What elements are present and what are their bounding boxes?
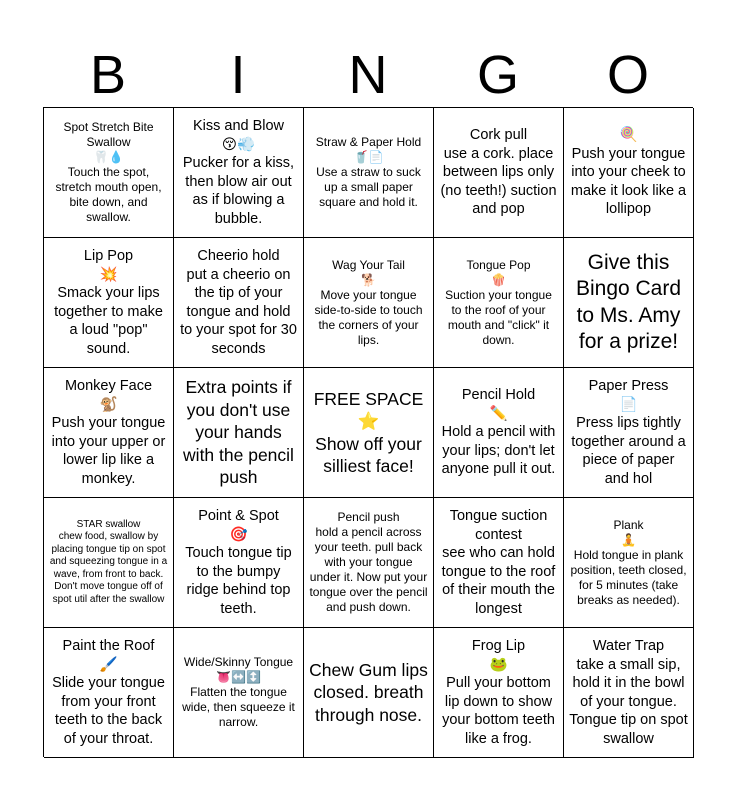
cell-description: Hold tongue in plank position, teeth closed, for 5 minutes (take breaks as needed). (570, 547, 687, 607)
cell-title: Cheerio hold (197, 248, 280, 264)
header-letter-n: N (348, 45, 388, 105)
bingo-cell (564, 108, 694, 238)
cell-description: Slide your tongue from your front teeth to the back of your throat. (52, 675, 165, 747)
cell-emoji-icon: 🧘 (621, 532, 636, 547)
bingo-cell (174, 368, 304, 498)
bingo-cell (304, 238, 434, 368)
bingo-cell (44, 628, 174, 758)
cell-emoji-icon: 📄 (619, 396, 638, 413)
cell-title: Pencil Hold (461, 387, 536, 404)
bingo-cell (304, 368, 434, 498)
cell-emoji-icon: 🦷💧 (93, 150, 124, 164)
cell-description: chew food, swallow by placing tongue tip on spot and squeezing tongue in a wave, from front to back. Don't move tongue off of spot util after the swallow (49, 531, 168, 605)
cell-description: use a cork. place between lips only (no teeth!) suction and pop (440, 145, 557, 218)
header-letter-b: B (89, 45, 127, 105)
cell-title: Lip Pop (83, 248, 134, 264)
cell-description: see who can hold tongue to the roof of their mouth the longest (441, 545, 556, 617)
bingo-grid (43, 107, 693, 757)
cell-emoji-icon: 🐕 (361, 272, 376, 287)
cell-title: Plank (613, 517, 644, 532)
cell-emoji-icon: 🎯 (229, 526, 248, 543)
cell-description: Push your tongue into your cheek to make it look like a lollipop (570, 145, 687, 218)
cell-description: hold a pencil across your teeth. pull back with your tongue under it. Now put your tongue over the pencil and push down. (309, 525, 428, 614)
cell-title: Kiss and Blow (192, 118, 285, 134)
cell-description: Pull your bottom lip down to show your bottom teeth like a frog. (442, 675, 555, 747)
cell-description: Smack your lips together to make a loud "pop" sound. (54, 285, 163, 357)
cell-title: Paper Press (588, 378, 669, 394)
header-letter-o: O (606, 45, 649, 105)
bingo-cell (44, 498, 174, 628)
cell-title: FREE SPACE (313, 388, 424, 409)
cell-description: Suction your tongue to the roof of your mouth and "click" it down. (445, 287, 552, 347)
cell-title: Tongue Pop (466, 257, 531, 272)
cell-title: Frog Lip (471, 638, 526, 654)
bingo-cell (434, 628, 564, 758)
cell-title: Wag Your Tail (332, 257, 405, 272)
cell-description: Hold a pencil with your lips; don't let anyone pull it out. (441, 424, 556, 478)
bingo-cell (174, 108, 304, 238)
cell-emoji-icon: 👅↔️↕️ (216, 670, 261, 684)
cell-emoji-icon: 😚💨 (221, 136, 256, 153)
cell-emoji-icon: 🍿 (491, 272, 506, 287)
bingo-cell (304, 628, 434, 758)
cell-emoji-icon: 🍭 (619, 127, 638, 144)
cell-title: Straw & Paper Hold (315, 135, 422, 149)
cell-description: take a small sip, hold it in the bowl of your tongue. Tongue tip on spot swallow (569, 656, 688, 747)
bingo-cell (434, 368, 564, 498)
bingo-cell (44, 238, 174, 368)
cell-description: Use a straw to suck up a small paper square and hold it. (316, 165, 421, 209)
bingo-cell (174, 238, 304, 368)
cell-title: Cork pull (469, 127, 528, 144)
cell-description: Move your tongue side-to-side to touch the corners of your lips. (314, 287, 423, 347)
cell-emoji-icon: 🥤📄 (353, 150, 384, 164)
cell-title: Tongue suction contest (449, 508, 548, 543)
cell-description: Touch tongue tip to the bumpy ridge behind top teeth. (185, 545, 292, 617)
cell-description: Press lips tightly together around a piece of paper and hol (571, 415, 686, 487)
cell-emoji-icon: ⭐ (357, 411, 380, 431)
cell-description: Extra points if you don't use your hands with the pencil push (183, 377, 294, 488)
bingo-cell (564, 238, 694, 368)
bingo-cell (174, 498, 304, 628)
cell-description: Touch the spot, stretch mouth open, bite down, and swallow. (55, 165, 162, 224)
bingo-cell (434, 238, 564, 368)
cell-title: STAR swallow (76, 518, 141, 530)
cell-description: Chew Gum lips closed. breath through nose. (309, 659, 428, 725)
bingo-cell (434, 108, 564, 238)
bingo-cell (304, 498, 434, 628)
cell-emoji-icon: 🐒 (99, 396, 118, 413)
cell-description: Give this Bingo Card to Ms. Amy for a prize! (575, 250, 682, 353)
cell-title: Wide/Skinny Tongue (183, 655, 294, 669)
cell-description: Flatten the tongue wide, then squeeze it narrow. (182, 685, 295, 729)
bingo-cell (564, 368, 694, 498)
bingo-cell (174, 628, 304, 758)
cell-emoji-icon: 🐸 (489, 656, 508, 673)
bingo-cell (44, 368, 174, 498)
cell-description: Show off your silliest face! (315, 433, 422, 476)
cell-emoji-icon: 🖌️ (99, 656, 118, 673)
bingo-cell (434, 498, 564, 628)
cell-title: Water Trap (592, 638, 665, 654)
bingo-header (43, 46, 693, 104)
bingo-cell (304, 108, 434, 238)
cell-title: Spot Stretch Bite Swallow (63, 120, 154, 149)
cell-title: Pencil push (337, 510, 400, 524)
cell-title: Monkey Face (64, 378, 153, 394)
cell-description: Pucker for a kiss, then blow air out as if blowing a bubble. (182, 155, 295, 227)
cell-emoji-icon: ✏️ (489, 405, 508, 422)
bingo-cell (44, 108, 174, 238)
cell-description: put a cheerio on the tip of your tongue and hold to your spot for 30 seconds (180, 266, 297, 357)
bingo-cell (564, 498, 694, 628)
cell-description: Push your tongue into your upper or lower lip like a monkey. (51, 415, 166, 487)
cell-title: Paint the Roof (62, 638, 155, 654)
cell-emoji-icon: 💥 (99, 266, 118, 283)
header-letter-i: I (230, 45, 246, 105)
header-letter-g: G (476, 45, 519, 105)
cell-title: Point & Spot (198, 508, 279, 524)
bingo-cell (564, 628, 694, 758)
